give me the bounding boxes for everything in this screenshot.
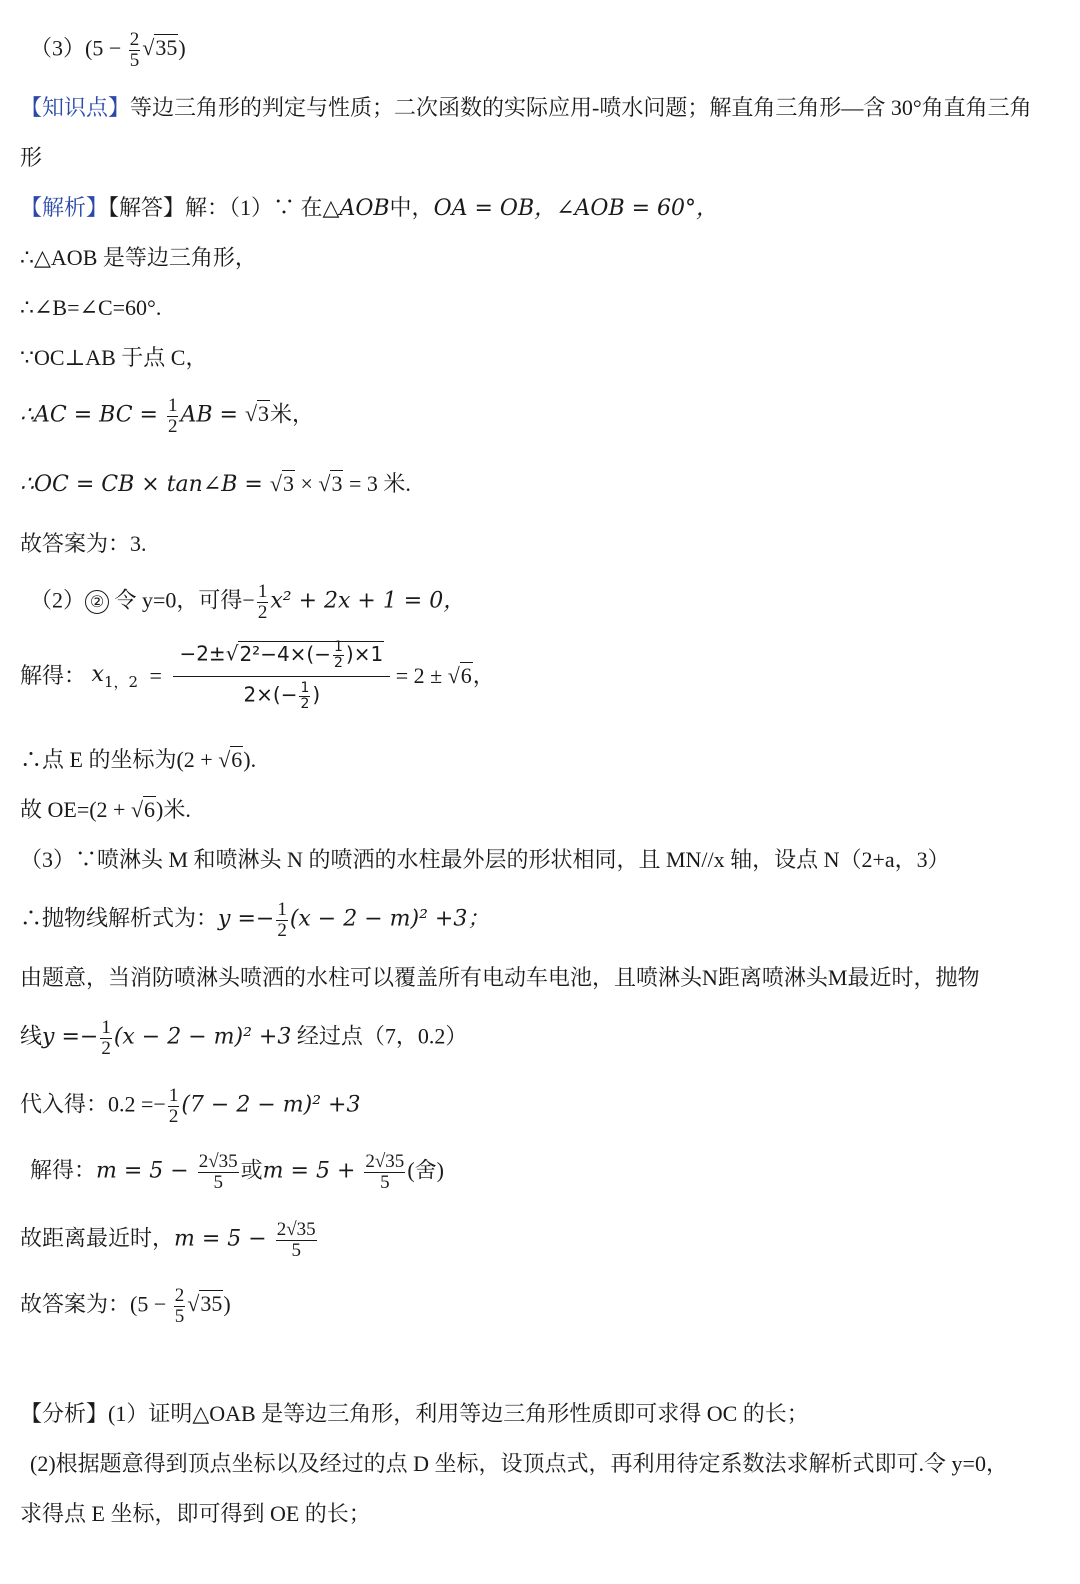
substitution [20, 1086, 360, 1127]
p3d-label: 线 [20, 1023, 43, 1049]
frac-num: 2√35 [198, 1151, 238, 1172]
frac-num: 1 [300, 680, 310, 697]
frac-den: 2 [257, 601, 268, 623]
frac-num: 1 [334, 639, 343, 655]
knowledge-wrap: 形 [20, 145, 43, 170]
step-5 [20, 470, 411, 499]
rejected: (舍) [407, 1157, 444, 1183]
radicand: 6 [231, 747, 243, 772]
p3b-label: ∴抛物线解析式为： [20, 905, 219, 931]
part3-intro: （3）∵喷淋头 M 和喷淋头 N 的喷洒的水柱最外层的形状相同，且 MN//x 轴，设点 N（2+a，3） [20, 847, 950, 872]
fraction [129, 30, 141, 71]
solution-intro [20, 194, 718, 223]
x-symbol: x [91, 661, 104, 687]
formula-result [396, 663, 495, 688]
analysis-tag: 【分析】 [20, 1401, 109, 1426]
quadratic-formula [20, 640, 495, 712]
p3d-eq-a: y =− [42, 1024, 99, 1050]
step4-a: ∴AC = BC = [20, 402, 165, 428]
fraction [276, 900, 288, 941]
frac-den: 2 [101, 1037, 111, 1059]
point-e-text: ∴点 E 的坐标为(2 + [20, 747, 219, 772]
answer-heading [30, 30, 186, 71]
radicand: 35 [155, 35, 178, 61]
frac-num: 1 [257, 581, 268, 602]
frac-den: 2 [334, 654, 343, 671]
sqrt: √3 [244, 401, 270, 427]
sqrt: √6 [130, 797, 156, 822]
result-a: = 2 ± [395, 663, 448, 689]
fraction [299, 681, 310, 711]
answer-1: 故答案为：3. [20, 531, 147, 556]
m2: m = 5 + [262, 1158, 363, 1184]
p2-prefix: （2） [30, 587, 86, 613]
step4-c: 米， [270, 401, 315, 427]
radicand: 6 [460, 663, 472, 689]
fraction [174, 1286, 186, 1327]
frac-den: 5 [129, 49, 140, 71]
fraction [168, 1086, 180, 1127]
p3e-label: 代入得： [20, 1091, 109, 1117]
sqrt: √3 [318, 471, 343, 496]
frac-num: 2√35 [276, 1219, 316, 1240]
step-1: ∴△AOB 是等边三角形， [20, 245, 257, 270]
sqrt: √35 [142, 35, 178, 61]
step5-a: ∴OC = CB × tan∠B = [20, 472, 270, 497]
frac-den: 2 [277, 919, 287, 941]
m1: m = 5 − [96, 1158, 196, 1184]
condition-text: 由题意，当消防喷淋头喷洒的水柱可以覆盖所有电动车电池，且喷淋头N距离喷淋头M最近时，抛物 [20, 965, 980, 990]
p3d-point: 经过点（7，0.2） [291, 1023, 468, 1049]
answer-3 [20, 1286, 231, 1327]
p3e-lhs: 0.2 =− [108, 1091, 166, 1117]
frac-den: 5 [174, 1305, 185, 1327]
intro-eq: OA = OB，∠AOB = 60°， [433, 196, 719, 221]
part2-intro [30, 582, 465, 623]
num-b: 2²−4×(− [239, 641, 331, 666]
p3g-label: 故距离最近时， [20, 1225, 175, 1251]
knowledge-text: 等边三角形的判定与性质；二次函数的实际应用-喷水问题；解直角三角形—含 30°角直角三角 [130, 95, 1032, 120]
step-2: ∴∠B=∠C=60°. [20, 295, 162, 320]
num-a: −2± [179, 641, 226, 666]
frac-den: 5 [213, 1171, 223, 1193]
p2-eq: x² + 2x + 1 = 0， [270, 588, 466, 614]
answer-label: 故答案为： [20, 1291, 131, 1317]
radicand: 6 [144, 797, 156, 822]
intro-mid: 中， [389, 195, 434, 220]
frac-den: 5 [380, 1171, 390, 1193]
answer-expr: (5 − [130, 1291, 167, 1317]
fraction [167, 396, 179, 437]
den-a: 2×(− [243, 683, 298, 708]
oe-text: 故 OE=(2 + [20, 797, 131, 822]
frac-num: 1 [277, 899, 287, 920]
formula-num [173, 640, 390, 677]
frac-num: 1 [167, 395, 178, 416]
frac-den: 2 [168, 1105, 179, 1127]
radicand: 35 [200, 1291, 223, 1317]
fraction [276, 1220, 317, 1261]
frac-num: 2 [174, 1285, 185, 1306]
sqrt: √6 [218, 747, 243, 772]
sqrt: √35 [187, 1291, 223, 1317]
point-e [20, 746, 256, 774]
fraction [198, 1152, 239, 1193]
frac-num: 1 [101, 1017, 111, 1038]
m-value: m = 5 − [174, 1226, 274, 1252]
sqrt: √2²−4×(− $\frac{1}{2}$ )×1 [225, 639, 384, 671]
circled-number: ② [85, 590, 109, 614]
oe-end: )米. [156, 797, 191, 822]
analysis-tag: 【解析】 [20, 195, 109, 220]
answer-end: ) [223, 1291, 231, 1317]
frac-num: 2 [129, 29, 140, 50]
p3e-rhs: (7 − 2 − m)² +3 [181, 1092, 361, 1118]
analysis-2: (2)根据题意得到顶点坐标以及经过的点 D 坐标，设顶点式，再利用待定系数法求解析式即可.令 y=0， [30, 1451, 1008, 1476]
radicand [238, 639, 384, 671]
m-solutions [30, 1152, 444, 1193]
formula-den [173, 677, 390, 711]
p3b-eq-a: y =− [218, 906, 275, 932]
step5-b: × [294, 471, 319, 496]
analysis-1 [20, 1400, 809, 1428]
heading-prefix: （3） [30, 35, 86, 61]
step-4 [20, 396, 314, 437]
frac-den: 2 [300, 696, 310, 713]
analysis-text-1: (1）证明△OAB 是等边三角形，利用等边三角形性质即可求得 OC 的长； [108, 1401, 809, 1426]
frac-num: 2√35 [365, 1151, 405, 1172]
fraction [257, 582, 269, 623]
parabola-through-point [20, 1018, 467, 1059]
x-var [91, 661, 139, 691]
p3f-label: 解得： [30, 1157, 97, 1183]
oe-length [20, 796, 191, 824]
radicand: 3 [258, 401, 270, 427]
x-subscript: 1，2 [103, 672, 139, 691]
fraction [364, 1152, 405, 1193]
num-c: )×1 [345, 641, 384, 666]
triangle-aob: AOB [339, 196, 390, 221]
knowledge-point [20, 94, 1032, 122]
sqrt: √6 [447, 663, 472, 689]
or-text: 或 [240, 1157, 263, 1183]
result-end: ， [472, 663, 495, 689]
point-e-end: ). [243, 747, 257, 772]
frac-den: 2 [167, 415, 178, 437]
fraction [100, 1018, 112, 1059]
p3b-eq-b: (x − 2 − m)² +3； [289, 906, 490, 932]
p2-text: 令 y=0，可得− [114, 587, 255, 613]
formula-fraction [173, 640, 390, 712]
answer-tag: 【解答】 [108, 195, 186, 220]
p3d-eq-b: (x − 2 − m)² +3 [113, 1024, 292, 1050]
analysis-3: 求得点 E 坐标，即可得到 OE 的长； [20, 1501, 371, 1526]
equals: = [149, 663, 162, 689]
parabola-expression [20, 900, 489, 941]
radicand: 3 [331, 471, 343, 496]
step4-b: AB = [180, 402, 245, 428]
closest-m [20, 1220, 319, 1261]
frac-den: 5 [291, 1239, 301, 1261]
heading-end: ) [178, 35, 186, 61]
knowledge-tag: 【知识点】 [20, 95, 131, 120]
step5-c: = 3 米. [343, 471, 411, 496]
heading-expr: (5 − [85, 35, 122, 61]
fraction [333, 640, 344, 670]
step-3: ∵OC⊥AB 于点 C， [20, 345, 208, 370]
solve-label: 解得： [20, 663, 87, 689]
den-end: ) [312, 683, 321, 708]
radicand: 3 [282, 471, 294, 496]
frac-num: 1 [168, 1085, 179, 1106]
sqrt: √3 [269, 471, 294, 496]
intro-text: 解：（1）∵ 在△ [185, 195, 340, 220]
